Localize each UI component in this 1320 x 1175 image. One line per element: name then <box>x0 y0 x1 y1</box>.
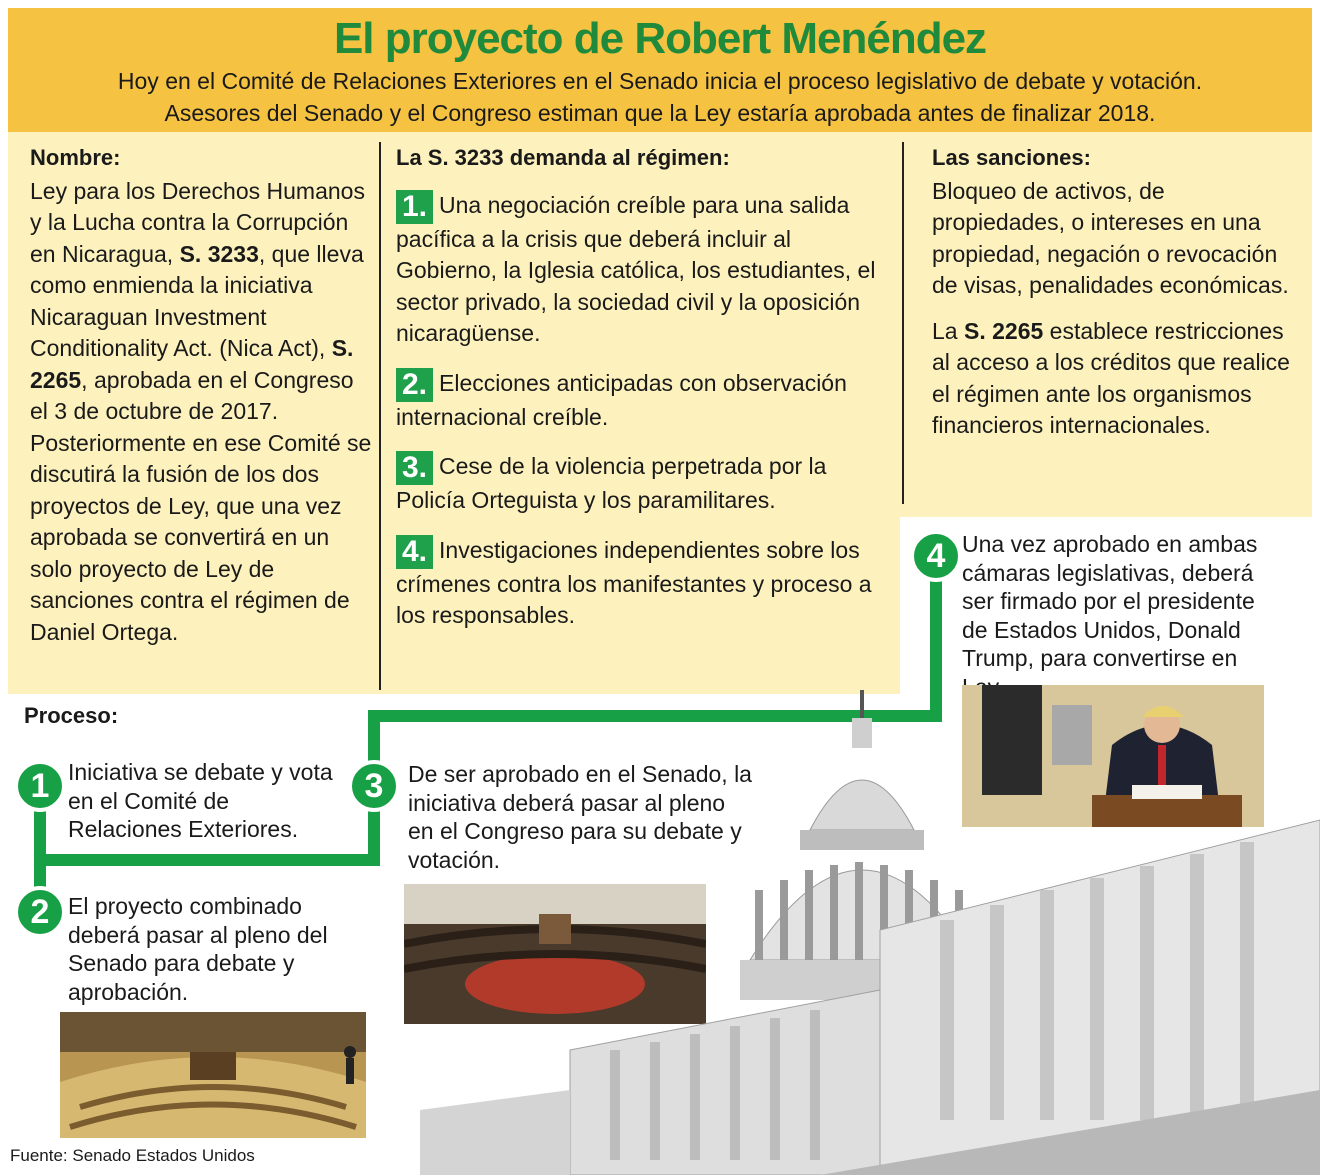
step-4-circle: 4 <box>910 530 962 582</box>
page-title: El proyecto de Robert Menéndez <box>333 14 987 63</box>
demand-number: 3. <box>396 451 433 485</box>
bill-s2265-sanciones: S. 2265 <box>963 317 1044 344</box>
bill-s3233: S. 3233 <box>179 240 259 267</box>
demand-number: 4. <box>396 535 433 569</box>
demandas-heading: La S. 3233 demanda al régimen: <box>396 145 730 170</box>
demand-number: 1. <box>396 190 433 224</box>
process-path-segment <box>34 854 380 866</box>
nombre-body <box>30 176 375 649</box>
demand-item <box>396 190 886 350</box>
demand-text: Cese de la violencia perpetrada por la Policía Orteguista y los paramilitares. <box>396 453 827 513</box>
demand-item <box>396 451 886 517</box>
step-2-circle: 2 <box>14 886 66 938</box>
capitol-building-image <box>420 690 1320 1175</box>
step-1-text: Iniciativa se debate y vota en el Comité de Relaciones Exteriores. <box>68 759 333 842</box>
nombre-column <box>30 142 375 648</box>
step-3-text: De ser aprobado en el Senado, la iniciativa deberá pasar al pleno en el Congreso para su debate y votación. <box>408 761 752 873</box>
nombre-heading: Nombre: <box>30 145 121 170</box>
demand-text: Elecciones anticipadas con observación internacional creíble. <box>396 369 847 430</box>
sanciones-text-pre: La <box>932 317 964 344</box>
proceso-heading: Proceso: <box>24 703 119 728</box>
sanciones-column <box>932 142 1297 442</box>
source-credit: Fuente: Senado Estados Unidos <box>10 1146 255 1165</box>
subtitle-line-1: Hoy en el Comité de Relaciones Exteriores en el Senado inicia el proceso legislativo de debate y votación. <box>117 68 1203 94</box>
sanciones-heading: Las sanciones: <box>932 145 1091 170</box>
demand-text: Investigaciones independientes sobre los crímenes contra los manifestantes y proceso a los responsables. <box>396 536 872 628</box>
sanciones-paragraph-2 <box>932 316 1297 442</box>
header-banner <box>8 8 1312 132</box>
senate-chamber-photo <box>60 1012 366 1138</box>
bill-s2265: S. 2265 <box>30 335 354 393</box>
step-1-circle: 1 <box>14 760 66 812</box>
demand-item <box>396 535 886 632</box>
subtitle-line-2: Asesores del Senado y el Congreso estiman que la Ley estaría aprobada antes de finalizar 2018. <box>164 100 1156 126</box>
nombre-text-3: , aprobada en el Congreso el 3 de octubre de 2017. Posteriormente en ese Comité se discutirá la fusión de los dos proyectos de Ley, que una vez aprobada se convertirá en un solo proyecto de Ley de sanciones contra el régimen de Daniel Ortega. <box>30 366 372 645</box>
demand-number: 2. <box>396 368 433 402</box>
divider-left <box>379 142 381 690</box>
nombre-text-1: Ley para los Derechos Humanos y la Lucha contra la Corrupción en Nicaragua, <box>30 177 365 267</box>
sanciones-text-1: Bloqueo de activos, de propiedades, o intereses en una propiedad, negación o revocación de visas, penalidades económicas. <box>932 177 1289 298</box>
sanciones-text-post: establece restricciones al acceso a los créditos que realice el régimen ante los organismos financieros internacionales. <box>932 317 1290 438</box>
demand-text: Una negociación creíble para una salida pacífica a la crisis que deberá incluir al Gobierno, la Iglesia católica, los estudiantes, el sector privado, la sociedad civil y la oposición nicaragüense. <box>396 191 876 346</box>
nombre-text-2: , que lleva como enmienda la iniciativa Nicaraguan Investment Conditionality Act. (Nica Act), <box>30 240 364 361</box>
divider-right <box>902 142 904 504</box>
step-4-text: Una vez aprobado en ambas cámaras legislativas, deberá ser firmado por el presidente de Estados Unidos, Donald Trump, para convertirse en <box>962 531 1258 671</box>
demand-item <box>396 368 886 434</box>
demandas-column <box>396 142 886 650</box>
step-2-text: El proyecto combinado deberá pasar al pleno del Senado para debate y aprobación. <box>68 893 328 1005</box>
step-3-circle: 3 <box>348 760 400 812</box>
